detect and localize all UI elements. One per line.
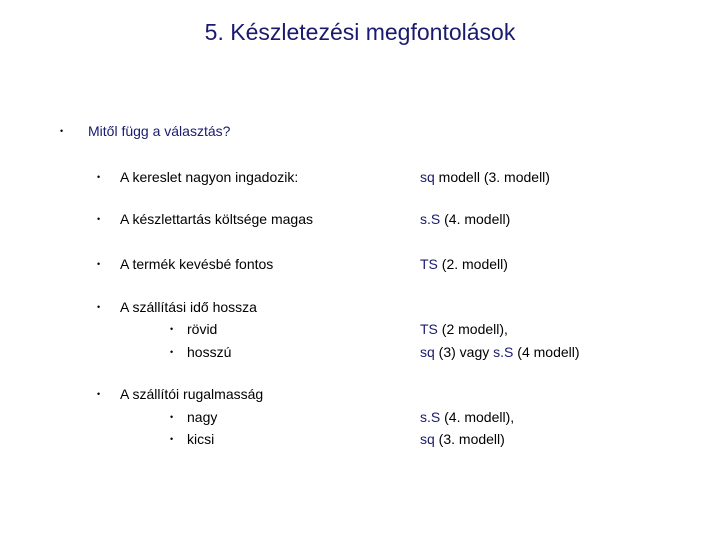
sub-bullet-marker: • bbox=[170, 434, 174, 444]
slide-title: 5. Készletezési megfontolások bbox=[204, 19, 516, 45]
model-desc: (4. modell), bbox=[440, 409, 515, 425]
model-desc: (3) vagy bbox=[434, 344, 494, 360]
sub-item-result-short bbox=[420, 320, 508, 338]
main-bullet-text: Mitől függ a választás? bbox=[88, 123, 231, 139]
item-text-holding-cost: A készlettartás költsége magas bbox=[120, 211, 313, 227]
sub-bullet-marker: • bbox=[170, 412, 174, 422]
model-code: TS bbox=[420, 321, 438, 337]
item-text-product-importance: A termék kevésbé fontos bbox=[120, 256, 274, 272]
model-code: sq bbox=[420, 431, 435, 447]
model-code: sq bbox=[420, 344, 435, 360]
main-bullet-marker: • bbox=[60, 126, 64, 136]
model-desc: (4. modell) bbox=[440, 211, 511, 227]
item-result-demand bbox=[420, 168, 550, 186]
item-bullet-marker: • bbox=[97, 259, 101, 269]
item-bullet-marker: • bbox=[97, 172, 101, 182]
model-code: s.S bbox=[420, 409, 441, 425]
sub-item-result-long bbox=[420, 343, 580, 361]
item-bullet-marker: • bbox=[97, 302, 101, 312]
sub-item-result-large bbox=[420, 408, 514, 426]
item-text-supplier-flexibility: A szállítói rugalmasság bbox=[120, 386, 264, 402]
model-code: TS bbox=[420, 256, 438, 272]
model-desc: (2. modell) bbox=[437, 256, 508, 272]
sub-item-text-long: hosszú bbox=[187, 344, 232, 360]
sub-item-result-small bbox=[420, 430, 505, 448]
model-desc: (2 modell), bbox=[437, 321, 508, 337]
item-text-demand: A kereslet nagyon ingadozik: bbox=[120, 169, 299, 185]
sub-item-text-small: kicsi bbox=[187, 431, 215, 447]
sub-item-text-large: nagy bbox=[187, 409, 218, 425]
item-bullet-marker: • bbox=[97, 214, 101, 224]
sub-item-text-short: rövid bbox=[187, 321, 218, 337]
model-desc: modell (3. modell) bbox=[434, 169, 550, 185]
model-desc: (3. modell) bbox=[434, 431, 505, 447]
model-code: s.S bbox=[420, 211, 441, 227]
model-desc-alt: (4 modell) bbox=[513, 344, 580, 360]
sub-bullet-marker: • bbox=[170, 347, 174, 357]
item-result-product-importance bbox=[420, 255, 508, 273]
model-code-alt: s.S bbox=[493, 344, 514, 360]
item-bullet-marker: • bbox=[97, 389, 101, 399]
item-text-delivery-time: A szállítási idő hossza bbox=[120, 299, 257, 315]
item-result-holding-cost bbox=[420, 210, 510, 228]
model-code: sq bbox=[420, 169, 435, 185]
sub-bullet-marker: • bbox=[170, 324, 174, 334]
